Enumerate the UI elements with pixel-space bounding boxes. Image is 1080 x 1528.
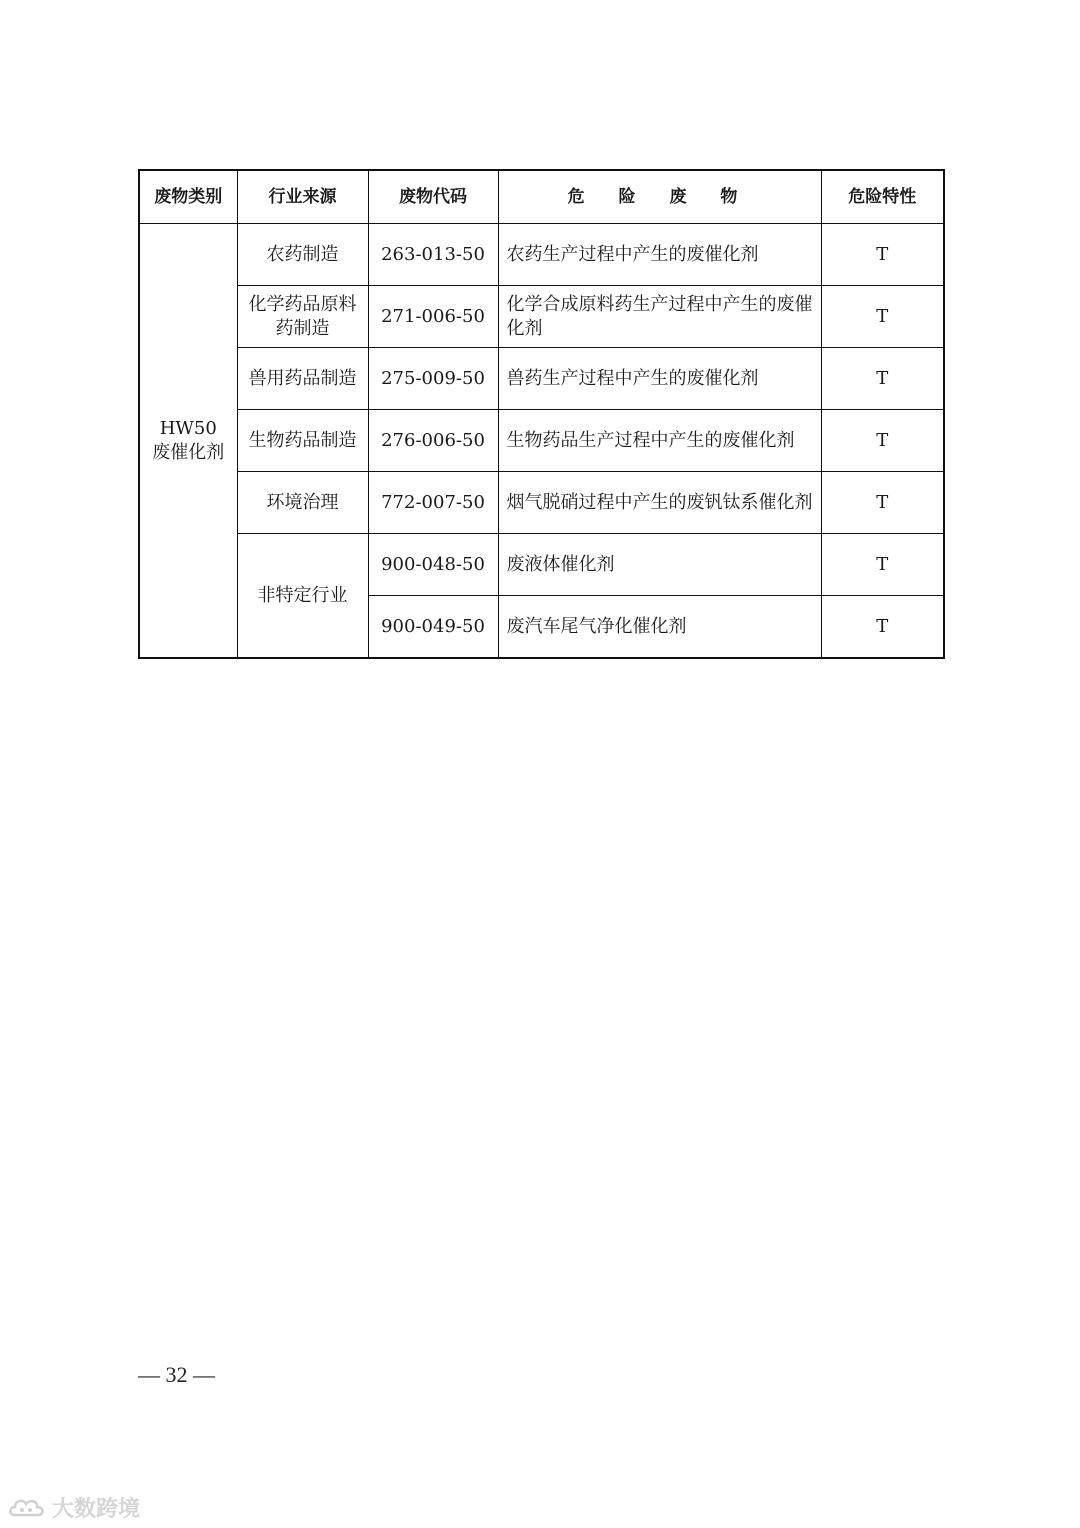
table-row xyxy=(139,534,944,596)
hazard-property-cell: T xyxy=(821,410,944,472)
waste-code-cell: 263-013-50 xyxy=(368,224,498,286)
waste-code-cell: 900-048-50 xyxy=(368,534,498,596)
industry-source-cell: 化学药品原料药制造 xyxy=(237,286,368,348)
industry-source-cell: 生物药品制造 xyxy=(237,410,368,472)
header-waste-code: 废物代码 xyxy=(368,170,498,224)
table-row xyxy=(139,224,944,286)
waste-code-cell: 772-007-50 xyxy=(368,472,498,534)
hazard-property-cell: T xyxy=(821,534,944,596)
hazardous-waste-table xyxy=(138,169,945,659)
watermark-text: 大数跨境 xyxy=(52,1496,141,1522)
table-row xyxy=(139,286,944,348)
waste-description-cell: 兽药生产过程中产生的废催化剂 xyxy=(498,348,821,410)
waste-description-cell: 烟气脱硝过程中产生的废钒钛系催化剂 xyxy=(498,472,821,534)
waste-code-cell: 900-049-50 xyxy=(368,596,498,659)
waste-code-cell: 276-006-50 xyxy=(368,410,498,472)
hazard-property-cell: T xyxy=(821,348,944,410)
industry-source-cell: 农药制造 xyxy=(237,224,368,286)
table-row xyxy=(139,410,944,472)
industry-source-cell: 兽用药品制造 xyxy=(237,348,368,410)
waste-description-cell: 农药生产过程中产生的废催化剂 xyxy=(498,224,821,286)
hazard-property-cell: T xyxy=(821,286,944,348)
waste-description-cell: 废液体催化剂 xyxy=(498,534,821,596)
page-number: — 32 — xyxy=(138,1362,215,1387)
hazard-property-cell: T xyxy=(821,472,944,534)
hazard-property-cell: T xyxy=(821,224,944,286)
waste-description-cell: 生物药品生产过程中产生的废催化剂 xyxy=(498,410,821,472)
hazard-property-cell: T xyxy=(821,596,944,659)
waste-code-cell: 271-006-50 xyxy=(368,286,498,348)
waste-category-cell: HW50 废催化剂 xyxy=(139,224,237,659)
header-industry-source: 行业来源 xyxy=(237,170,368,224)
table-header-row xyxy=(139,170,944,224)
industry-source-cell: 非特定行业 xyxy=(237,534,368,659)
header-hazard-property: 危险特性 xyxy=(821,170,944,224)
industry-source-cell: 环境治理 xyxy=(237,472,368,534)
header-waste-category: 废物类别 xyxy=(139,170,237,224)
table-row xyxy=(139,472,944,534)
waste-code-cell: 275-009-50 xyxy=(368,348,498,410)
waste-description-cell: 化学合成原料药生产过程中产生的废催化剂 xyxy=(498,286,821,348)
header-hazardous-waste: 危 险 废 物 xyxy=(498,170,821,224)
table-row xyxy=(139,348,944,410)
watermark xyxy=(8,1490,140,1524)
waste-description-cell: 废汽车尾气净化催化剂 xyxy=(498,596,821,659)
cloud-logo-icon xyxy=(8,1493,48,1521)
